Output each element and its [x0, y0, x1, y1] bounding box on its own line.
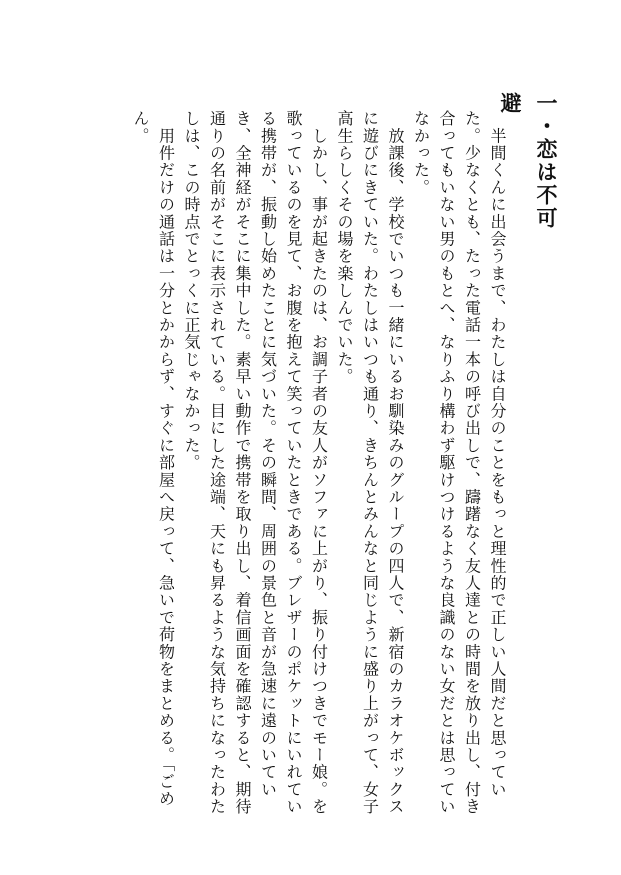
chapter-heading: 一・恋は不可避 [498, 92, 558, 230]
paragraph: 半間くんに出会うまで、わたしは自分のことをもっと理性的で正しい人間だと思っていた。少なくとも、たった電話一本の呼び出しで、躊躇なく友人達との時間を放り出し、付き合ってもいない男のもとへ、なりふり構わず駆けつけるような良識のない女だとは思っていなかった。 [411, 110, 507, 816]
body-text [110, 110, 510, 825]
paragraph: しかし、事が起きたのは、お調子者の友人がソファに上がり、振り付けつきでモー娘。を歌っているのを見て、お腹を抱えて笑っていたときである。ブレザーのポケットにいれている携帯が、振動し始めたことに気づいた。その瞬間、周囲の景色と音が急速に遠のいていき、全神経がそこに集中した。素早い動作で携帯を取り出し、着信画面を確認すると、期待通りの名前がそこに表示されている。目にした途端、天にも昇るような気持ちになったわたしは、この時点でとっくに正気じゃなかった。 [182, 110, 329, 816]
paragraph: 用件だけの通話は一分とかからず、すぐに部屋へ戻って、急いで荷物をまとめる。「ごめん。 [131, 110, 176, 808]
paragraph: 放課後、学校でいつも一緒にいるお馴染みのグループの四人で、新宿のカラオケボックスに遊びにきていた。わたしはいつも通り、きちんとみんなと同じように盛り上がって、女子高生らしくその場を楽しんでいた。 [335, 110, 405, 816]
